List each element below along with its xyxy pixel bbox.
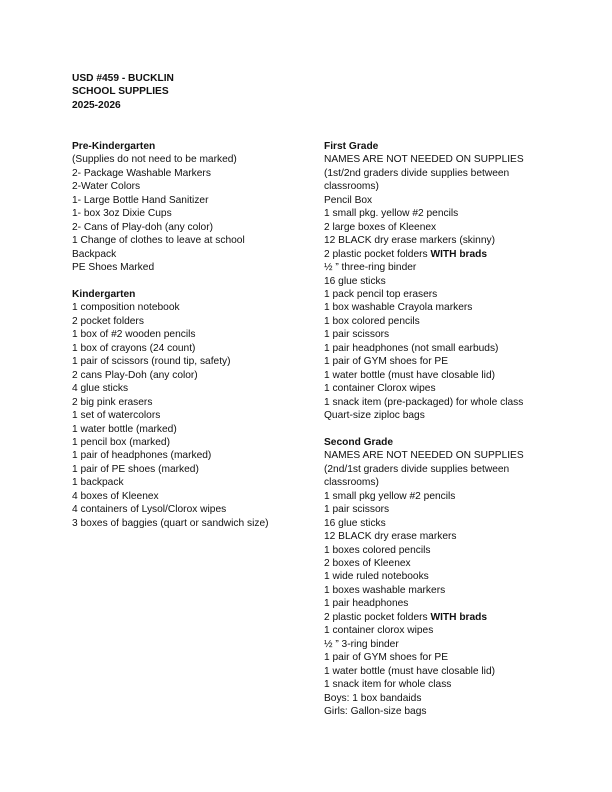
list-item: 4 boxes of Kleenex <box>72 490 159 502</box>
list-item: ½ ” three-ring binder <box>324 262 417 274</box>
list-item: 1 container clorox wipes <box>324 625 434 637</box>
folders-emphasis: WITH brads <box>430 611 488 623</box>
list-item: 1 backpack <box>72 477 124 489</box>
list-item: 12 BLACK dry erase markers (skinny) <box>324 235 495 247</box>
list-item: 2-Water Colors <box>72 181 141 193</box>
list-item: 1 pair scissors <box>324 329 390 341</box>
list-item: 2 large boxes of Kleenex <box>324 221 437 233</box>
folders-emphasis: WITH brads <box>430 248 488 260</box>
first-grade-section <box>324 140 542 423</box>
document-title: SCHOOL SUPPLIES <box>72 86 169 98</box>
list-item: 1 water bottle (must have closable lid) <box>324 665 496 677</box>
list-item: 16 glue sticks <box>324 275 386 287</box>
list-item: 1- box 3oz Dixie Cups <box>72 208 172 220</box>
pre-k-section <box>72 140 304 275</box>
right-column <box>324 140 542 718</box>
list-item: 4 glue sticks <box>72 383 129 395</box>
list-item: 1 container Clorox wipes <box>324 383 436 395</box>
school-year: 2025-2026 <box>72 99 121 111</box>
list-item: 2- Package Washable Markers <box>72 167 211 179</box>
document-header <box>72 72 174 112</box>
list-item: 1 box washable Crayola markers <box>324 302 473 314</box>
list-item: 3 boxes of baggies (quart or sandwich size) <box>72 517 269 529</box>
list-item: (1st/2nd graders divide supplies between classrooms) <box>324 167 510 193</box>
list-item: 1 wide ruled notebooks <box>324 571 429 583</box>
left-column <box>72 140 304 530</box>
list-item: 2 big pink erasers <box>72 396 153 408</box>
list-item: 2 cans Play-Doh (any color) <box>72 369 198 381</box>
list-item: Girls: Gallon-size bags <box>324 706 427 718</box>
list-item: Boys: 1 box bandaids <box>324 692 422 704</box>
list-item: 1 box of crayons (24 count) <box>72 342 196 354</box>
list-item: 1 pair of scissors (round tip, safety) <box>72 356 231 368</box>
list-item: Backpack <box>72 248 117 260</box>
list-item: 1 water bottle (marked) <box>72 423 177 435</box>
list-item: 1 pair scissors <box>324 504 390 516</box>
list-item: 1 water bottle (must have closable lid) <box>324 369 496 381</box>
list-item: 1 set of watercolors <box>72 410 161 422</box>
list-item: 4 containers of Lysol/Clorox wipes <box>72 504 227 516</box>
list-item: ½ ” 3-ring binder <box>324 638 399 650</box>
list-item: 1 snack item for whole class <box>324 679 452 691</box>
list-item: 1 composition notebook <box>72 302 180 314</box>
list-item: 1 small pkg. yellow #2 pencils <box>324 208 459 220</box>
list-item: 12 BLACK dry erase markers <box>324 531 457 543</box>
list-item: (2nd/1st graders divide supplies between classrooms) <box>324 463 510 489</box>
list-item: NAMES ARE NOT NEEDED ON SUPPLIES <box>324 450 524 462</box>
list-item: 1 box of #2 wooden pencils <box>72 329 196 341</box>
list-item <box>324 248 542 261</box>
list-item: (Supplies do not need to be marked) <box>72 154 237 166</box>
list-item: 1- Large Bottle Hand Sanitizer <box>72 194 209 206</box>
list-item: 2 boxes of Kleenex <box>324 558 411 570</box>
list-item: 1 Change of clothes to leave at school <box>72 235 245 247</box>
section-title-kindergarten: Kindergarten <box>72 288 136 300</box>
list-item: 1 pair headphones (not small earbuds) <box>324 342 499 354</box>
list-item: NAMES ARE NOT NEEDED ON SUPPLIES <box>324 154 524 166</box>
list-item: 1 pair headphones <box>324 598 409 610</box>
list-item: 1 pair of GYM shoes for PE <box>324 652 449 664</box>
list-item: 1 pair of PE shoes (marked) <box>72 463 199 475</box>
list-item: 1 pencil box (marked) <box>72 436 170 448</box>
district-name: USD #459 - BUCKLIN <box>72 73 174 84</box>
kindergarten-section <box>72 288 304 530</box>
section-title-pre-k: Pre-Kindergarten <box>72 141 156 152</box>
section-title-second-grade: Second Grade <box>324 436 394 448</box>
list-item: 2- Cans of Play-doh (any color) <box>72 221 213 233</box>
list-item: Quart-size ziploc bags <box>324 410 425 422</box>
list-item: 1 small pkg yellow #2 pencils <box>324 490 456 502</box>
list-item: Pencil Box <box>324 194 373 206</box>
list-item: 1 pair of GYM shoes for PE <box>324 356 449 368</box>
list-item: 1 box colored pencils <box>324 315 420 327</box>
second-grade-section <box>324 436 542 719</box>
list-item: 1 pair of headphones (marked) <box>72 450 212 462</box>
list-item: 16 glue sticks <box>324 517 386 529</box>
list-item: PE Shoes Marked <box>72 262 155 274</box>
list-item <box>324 611 542 624</box>
section-title-first-grade: First Grade <box>324 141 379 152</box>
list-item: 1 boxes colored pencils <box>324 544 431 556</box>
folders-text: 2 plastic pocket folders <box>324 611 431 623</box>
list-item: 2 pocket folders <box>72 315 144 327</box>
list-item: 1 snack item (pre-packaged) for whole class <box>324 396 524 408</box>
folders-text: 2 plastic pocket folders <box>324 248 431 260</box>
list-item: 1 pack pencil top erasers <box>324 288 438 300</box>
list-item: 1 boxes washable markers <box>324 584 446 596</box>
